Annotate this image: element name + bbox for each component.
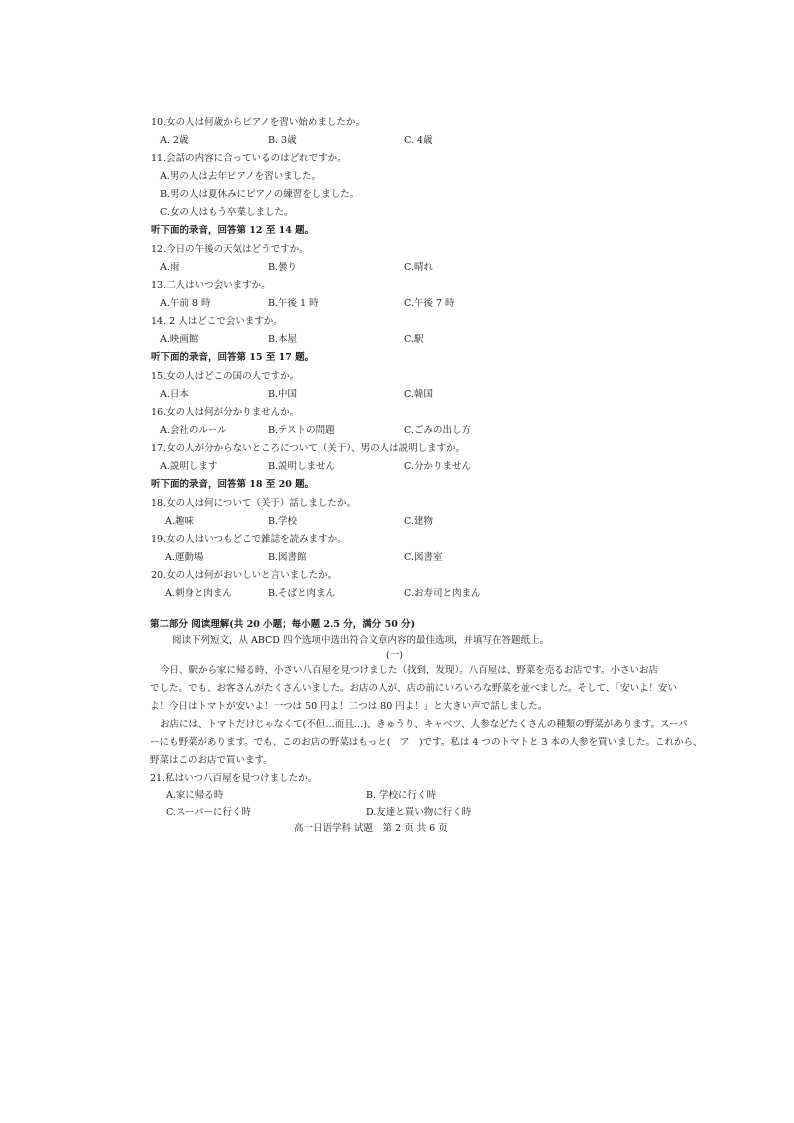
- question-20-option-b: B.そばと肉まん: [268, 588, 336, 599]
- passage-paragraph-1-line-1: 今日、駅から家に帰る時、小さい八百屋を見つけました（找到，发现）。八百屋は、野菜を売るお店です。小さいお店: [160, 665, 658, 676]
- question-17-stem: 17.女の人が分からないところについて（关于）、男の人は説明しますか。: [151, 443, 466, 454]
- question-14-option-b: B.本屋: [268, 334, 298, 345]
- question-19-option-c: C.図書室: [404, 552, 443, 563]
- question-17-option-b: B.説明しません: [268, 461, 336, 472]
- reading-instruction: 阅读下列短文，从 ABCD 四个选项中选出符合文章内容的最佳选项，并填写在答题纸上。: [172, 635, 549, 646]
- question-14-option-a: A.映画館: [160, 334, 199, 345]
- passage-number: (一): [386, 650, 403, 661]
- question-12-option-b: B.曇り: [268, 262, 298, 273]
- section-heading-12-14: 听下面的录音，回答第 12 至 14 题。: [151, 225, 315, 236]
- question-19-option-b: B.図書館: [268, 552, 307, 563]
- question-21-stem: 21.私はいつ八百屋を見つけましたか。: [150, 773, 318, 784]
- question-15-option-c: C.韓国: [404, 389, 433, 400]
- question-14-option-c: C.駅: [404, 334, 424, 345]
- question-17-option-a: A.説明します: [160, 461, 218, 472]
- question-15-option-b: B.中国: [268, 389, 298, 400]
- section-heading-18-20: 听下面的录音，回答第 18 至 20 题。: [151, 479, 315, 490]
- question-10-option-b: B. 3歳: [268, 135, 297, 146]
- question-16-stem: 16.女の人は何が分かりませんか。: [151, 407, 300, 418]
- passage-paragraph-2-line-2: ーにも野菜があります。でも、このお店の野菜はもっと( ア )です。私は 4 つのトマトと 3 本の人参を買いました。これから、: [150, 737, 703, 748]
- passage-paragraph-1-line-3: よ！今日はトマトが安いよ！一つは 50 円よ！二つは 80 円よ！」と大きい声で話しました。: [150, 701, 548, 712]
- question-21-option-a: A.家に帰る時: [166, 790, 224, 801]
- question-19-option-a: A.運動場: [165, 552, 204, 563]
- question-16-option-b: B.テストの問題: [268, 425, 335, 436]
- question-20-option-c: C.お寿司と肉まん: [404, 588, 481, 599]
- question-11-option-b: B.男の人は夏休みにピアノの練習をしました。: [160, 189, 360, 200]
- question-10-stem: 10.女の人は何歳からピアノを習い始めましたか。: [151, 117, 365, 128]
- question-11-option-a: A.男の人は去年ピアノを習いました。: [160, 171, 322, 182]
- question-18-stem: 18.女の人は何について（关于）話しましたか。: [151, 498, 356, 509]
- question-11-option-c: C.女の人はもう卒業しました。: [160, 207, 294, 218]
- page-footer: 高一日语学科 试题 第 2 页 共 6 页: [294, 823, 448, 834]
- question-17-option-c: C.分かりません: [404, 461, 471, 472]
- question-20-stem: 20.女の人は何がおいしいと言いましたか。: [151, 570, 338, 581]
- question-13-option-c: C.午後 7 時: [404, 298, 455, 309]
- question-21-option-b: B. 学校に行く時: [366, 790, 437, 801]
- question-14-stem: 14. 2 人はどこで会いますか。: [151, 316, 283, 327]
- part-two-title: 第二部分 阅读理解(共 20 小题；每小题 2.5 分，满分 50 分): [150, 619, 416, 630]
- question-10-option-c: C. 4歳: [404, 135, 433, 146]
- question-18-option-a: A.趣味: [165, 516, 194, 527]
- question-21-option-d: D.友達と買い物に行く時: [366, 807, 472, 818]
- question-21-option-c: C.スーパーに行く時: [166, 807, 252, 818]
- question-18-option-b: B.学校: [268, 516, 298, 527]
- question-13-stem: 13.二人はいつ会いますか。: [151, 280, 271, 291]
- section-heading-15-17: 听下面的录音，回答第 15 至 17 题。: [151, 352, 315, 363]
- question-11-stem: 11.会話の内容に合っているのはどれですか。: [151, 153, 347, 164]
- question-15-stem: 15.女の人はどこの国の人ですか。: [151, 371, 300, 382]
- question-16-option-c: C.ごみの出し方: [404, 425, 471, 436]
- question-10-option-a: A. 2歳: [160, 135, 189, 146]
- question-16-option-a: A.会社のルール: [160, 425, 227, 436]
- passage-paragraph-1-line-2: でした。でも、お客さんがたくさんいました。お店の人が、店の前にいろいろな野菜を並べました。そして、「安いよ！安い: [150, 683, 678, 694]
- question-18-option-c: C.建物: [404, 516, 433, 527]
- question-12-option-a: A.雨: [160, 262, 180, 273]
- question-15-option-a: A.日本: [160, 389, 189, 400]
- question-12-option-c: C.晴れ: [404, 262, 433, 273]
- question-13-option-a: A.午前 8 時: [160, 298, 211, 309]
- question-20-option-a: A.刺身と肉まん: [165, 588, 232, 599]
- passage-paragraph-2-line-3: 野菜はこのお店で買います。: [150, 755, 273, 766]
- passage-paragraph-2-line-1: お店には、トマトだけじゃなくて(不但…而且…)、きゅうり、キャベツ、人参などたくさんの種類の野菜があります。スーパ: [160, 719, 688, 730]
- question-13-option-b: B.午後 1 時: [268, 298, 319, 309]
- question-12-stem: 12.今日の午後の天気はどうですか。: [151, 244, 309, 255]
- question-19-stem: 19.女の人はいつもどこで雑誌を読みますか。: [151, 534, 347, 545]
